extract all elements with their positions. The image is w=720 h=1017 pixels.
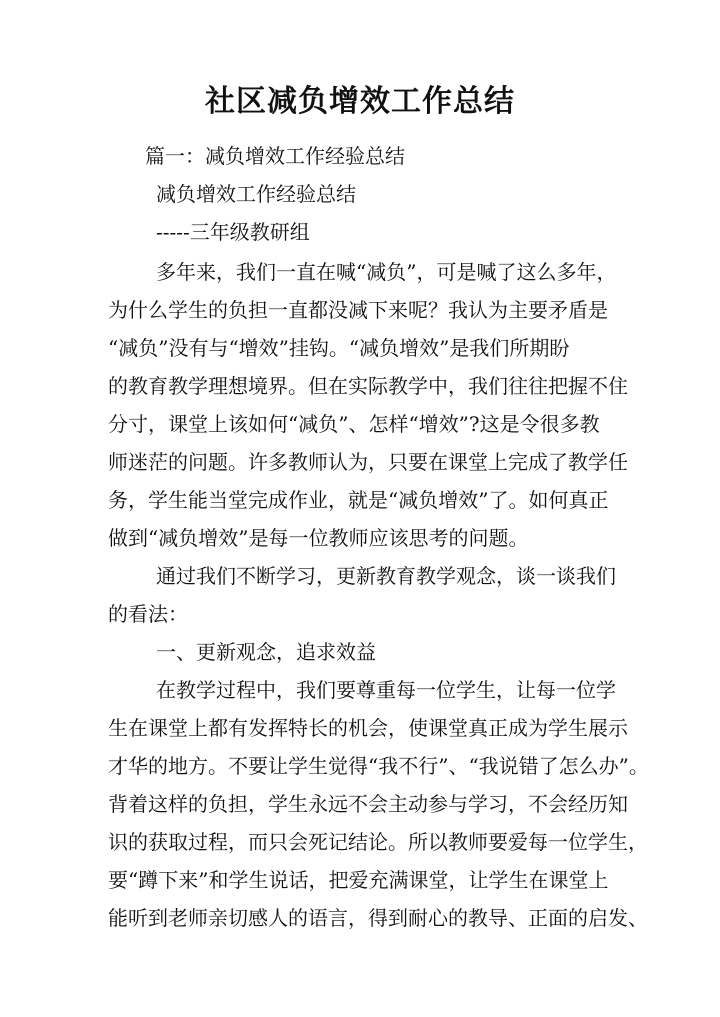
document-title: 社区减负增效工作总结 [205,84,515,119]
section-heading: 一、更新观念，追求效益 [156,640,376,664]
paragraph-line: 生在课堂上都有发挥特长的机会，使课堂真正成为学生展示 [108,716,628,740]
paragraph-line: 为什么学生的负担一直都没减下来呢？我认为主要矛盾是 [108,298,608,322]
paragraph-line: 要“蹲下来”和学生说话，把爱充满课堂，让学生在课堂上 [108,868,609,892]
paragraph-line: 师迷茫的问题。许多教师认为，只要在课堂上完成了教学任 [108,450,628,474]
subtitle: 减负增效工作经验总结 [156,182,356,206]
paragraph-line: 识的获取过程，而只会死记结论。所以教师要爱每一位学生， [108,830,648,854]
paragraph-line: 务，学生能当堂完成作业，就是“减负增效”了。如何真正 [108,488,609,512]
author-line: -----三年级教研组 [156,220,310,244]
paragraph-line: 的教育教学理想境界。但在实际教学中，我们往往把握不住 [108,374,628,398]
paragraph-line: 的看法： [108,602,188,626]
section-heading: 篇一：减负增效工作经验总结 [145,144,405,168]
paragraph-line: 分寸，课堂上该如何“减负”、怎样“增效”?这是令很多教 [108,412,600,436]
paragraph-line: 多年来，我们一直在喊“减负”，可是喊了这么多年， [156,260,617,284]
paragraph-line: “减负”没有与“增效”挂钩。“减负增效”是我们所期盼 [108,336,570,360]
paragraph-line: 通过我们不断学习，更新教育教学观念，谈一谈我们 [156,564,616,588]
paragraph-line: 背着这样的负担，学生永远不会主动参与学习，不会经历知 [108,792,628,816]
paragraph-line: 才华的地方。不要让学生觉得“我不行”、“我说错了怎么办”。 [108,754,649,778]
paragraph-line: 做到“减负增效”是每一位教师应该思考的问题。 [108,526,529,550]
paragraph-line: 能听到老师亲切感人的语言，得到耐心的教导、正面的启发、 [108,906,648,930]
paragraph-line: 在教学过程中，我们要尊重每一位学生，让每一位学 [156,678,616,702]
